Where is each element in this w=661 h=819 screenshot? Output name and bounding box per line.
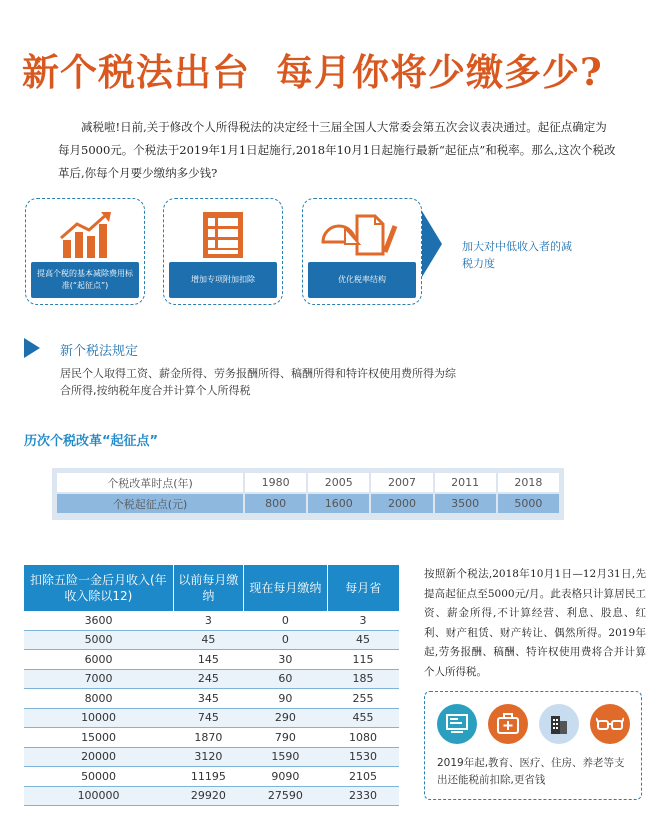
card-special-deduction — [163, 198, 283, 305]
table-row — [24, 728, 399, 748]
history-row-thresholds — [57, 494, 559, 513]
benefit-box — [424, 691, 642, 800]
bar-chart-up-icon — [26, 207, 144, 263]
table-cell: 20000 — [24, 747, 173, 767]
table-cell: 90 — [244, 689, 327, 709]
history-row-years — [57, 473, 559, 492]
table-cell: 345 — [173, 689, 244, 709]
table-row — [24, 708, 399, 728]
history-cell: 1980 — [245, 473, 306, 492]
table-cell: 3 — [173, 611, 244, 630]
table-cell: 290 — [244, 708, 327, 728]
history-title: 历次个税改革“起征点” — [24, 434, 159, 449]
table-row — [24, 630, 399, 650]
table-cell: 255 — [327, 689, 399, 709]
intro-paragraph: 减税啦!日前,关于修改个人所得税法的决定经十三届全国人大常委会第五次会议表决通过。起征点确定为每月5000元。个税法于2019年1月1日起施行,2018年10月1日起施行最新“起征点”和税率。那么,这次个税改革后,你每个月要少缴纳多少钱? — [58, 120, 616, 180]
table-row — [24, 786, 399, 806]
table-cell: 790 — [244, 728, 327, 748]
column-header: 扣除五险一金后月收入(年收入除以12) — [24, 565, 173, 611]
history-cell: 2005 — [308, 473, 369, 492]
table-cell: 185 — [327, 669, 399, 689]
column-header: 现在每月缴纳 — [244, 565, 327, 611]
side-note: 按照新个税法,2018年10月1日—12月31日,先提高起征点至5000元/月。此表格只计算居民工资、薪金所得,不计算经营、利息、股息、红利、财产租赁、财产转让、偶然所得。2019年起,劳务报酬、稿酬、特许权使用费将合并计算个人所得税。 — [424, 568, 646, 678]
table-cell: 1080 — [327, 728, 399, 748]
table-cell: 0 — [244, 630, 327, 650]
table-cell: 6000 — [24, 650, 173, 670]
column-header: 每月省 — [327, 565, 399, 611]
housing-building-icon — [539, 704, 579, 744]
table-cell: 50000 — [24, 767, 173, 787]
history-cell: 2000 — [371, 494, 432, 513]
table-cell: 2330 — [327, 786, 399, 806]
table-cell: 11195 — [173, 767, 244, 787]
table-row — [24, 689, 399, 709]
history-cell: 3500 — [435, 494, 496, 513]
table-cell: 30 — [244, 650, 327, 670]
table-cell: 3 — [327, 611, 399, 630]
table-cell: 145 — [173, 650, 244, 670]
list-form-icon — [164, 207, 282, 263]
card-optimize-rates — [302, 198, 422, 305]
table-cell: 27590 — [244, 786, 327, 806]
table-cell: 45 — [327, 630, 399, 650]
arrow-right-icon — [422, 211, 444, 277]
table-row — [24, 611, 399, 630]
table-cell: 0 — [244, 611, 327, 630]
arrow-caption: 加大对中低收入者的减税力度 — [462, 240, 572, 270]
tax-savings-table — [24, 565, 399, 806]
table-cell: 8000 — [24, 689, 173, 709]
table-row — [24, 650, 399, 670]
card-label: 优化税率结构 — [308, 262, 416, 298]
history-row-label: 个税起征点(元) — [57, 494, 243, 513]
table-cell: 5000 — [24, 630, 173, 650]
medical-kit-icon — [488, 704, 528, 744]
table-row — [24, 767, 399, 787]
table-cell: 9090 — [244, 767, 327, 787]
history-table — [52, 468, 564, 520]
table-cell: 29920 — [173, 786, 244, 806]
table-header-row — [24, 565, 399, 611]
table-cell: 3120 — [173, 747, 244, 767]
table-cell: 1870 — [173, 728, 244, 748]
history-cell: 2018 — [498, 473, 559, 492]
card-label: 提高个税的基本减除费用标准(“起征点”) — [31, 262, 139, 298]
table-cell: 1530 — [327, 747, 399, 767]
table-cell: 10000 — [24, 708, 173, 728]
table-cell: 2105 — [327, 767, 399, 787]
table-cell: 15000 — [24, 728, 173, 748]
rules-text: 居民个人取得工资、薪金所得、劳务报酬所得、稿酬所得和特许权使用费所得为综合所得,按纳税年度合并计算个人所得税 — [60, 367, 456, 397]
card-raise-threshold — [25, 198, 145, 305]
column-header: 以前每月缴纳 — [173, 565, 244, 611]
table-cell: 245 — [173, 669, 244, 689]
page-title: 新个税法出台 每月你将少缴多少? — [22, 50, 603, 94]
table-cell: 7000 — [24, 669, 173, 689]
history-cell: 2007 — [371, 473, 432, 492]
table-cell: 455 — [327, 708, 399, 728]
table-row — [24, 747, 399, 767]
table-cell: 45 — [173, 630, 244, 650]
table-cell: 100000 — [24, 786, 173, 806]
table-cell: 1590 — [244, 747, 327, 767]
history-cell: 5000 — [498, 494, 559, 513]
table-cell: 3600 — [24, 611, 173, 630]
benefit-text: 2019年起,教育、医疗、住房、养老等支出还能税前扣除,更省钱 — [437, 757, 625, 786]
history-cell: 1600 — [308, 494, 369, 513]
play-triangle-icon — [24, 338, 40, 358]
education-screen-icon — [437, 704, 477, 744]
history-cell: 2011 — [435, 473, 496, 492]
rules-title: 新个税法规定 — [60, 344, 139, 359]
table-cell: 115 — [327, 650, 399, 670]
table-row — [24, 669, 399, 689]
history-row-label: 个税改革时点(年) — [57, 473, 243, 492]
table-cell: 60 — [244, 669, 327, 689]
history-cell: 800 — [245, 494, 306, 513]
tools-document-icon — [303, 207, 421, 263]
elderly-glasses-icon — [590, 704, 630, 744]
table-cell: 745 — [173, 708, 244, 728]
card-label: 增加专项附加扣除 — [169, 262, 277, 298]
